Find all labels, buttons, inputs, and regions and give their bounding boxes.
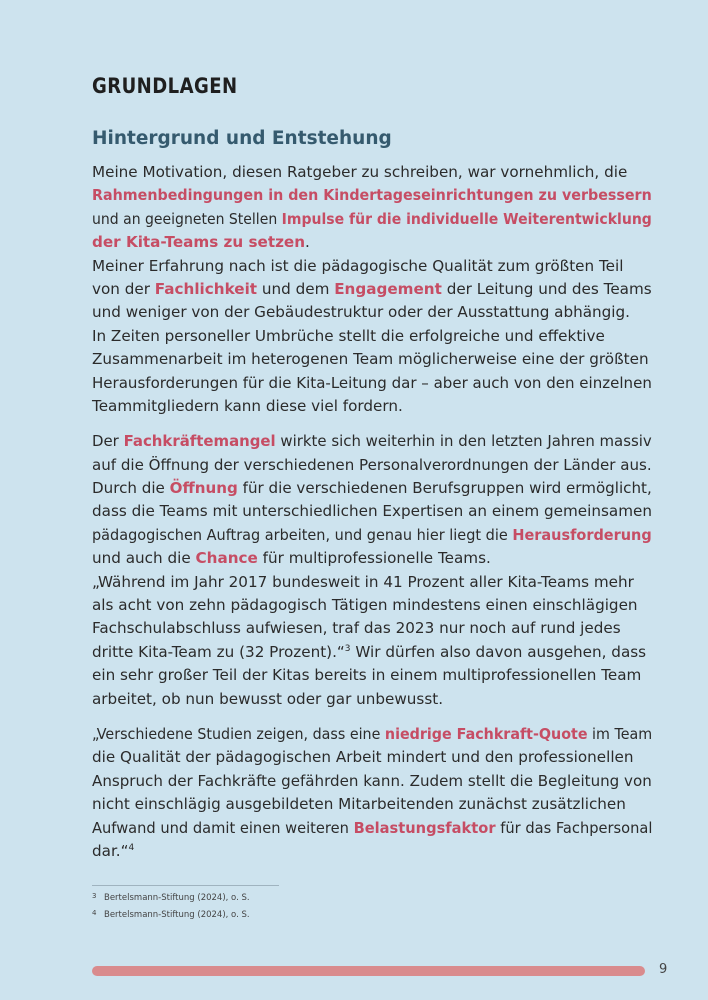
text-segment: und weniger von der Gebäudestruktur oder der Ausstattung abhängig. [92, 303, 630, 322]
text-line [92, 723, 653, 746]
text-segment: „Verschiedene Studien zeigen, dass eine [92, 724, 385, 743]
footnote [92, 889, 250, 906]
text-line [92, 793, 652, 816]
paragraph [92, 430, 652, 711]
text-line [92, 617, 652, 640]
highlighted-text: Belastungsfaktor [353, 818, 496, 837]
text-line [92, 770, 652, 793]
text-segment: von der [92, 279, 155, 298]
text-segment: ein sehr großer Teil der Kitas bereits in einem multiprofessionellen Team [92, 666, 642, 685]
footnote-text: Bertelsmann-Stiftung (2024), o. S. [104, 910, 250, 920]
footnote-number: 4 [92, 909, 97, 917]
footnotes [92, 889, 250, 923]
text-line [92, 688, 652, 711]
text-segment: für multiprofessionelle Teams. [257, 549, 491, 568]
text-segment: für das Fachpersonal [495, 818, 653, 837]
paragraph [92, 723, 652, 863]
text-line [92, 372, 652, 395]
section-kicker: GRUNDLAGEN [92, 74, 238, 98]
footnote-reference: 4 [128, 842, 135, 853]
text-segment: pädagogischen Auftrag arbeiten, und genau hier liegt die [92, 525, 513, 544]
text-segment: Meiner Erfahrung nach ist die pädagogische Qualität zum größten Teil [92, 256, 624, 275]
text-line [92, 594, 652, 617]
paragraph [92, 161, 652, 418]
highlighted-text: Öffnung [169, 479, 238, 498]
highlighted-text: Herausforderung [512, 525, 652, 544]
text-segment: im Team [587, 724, 653, 743]
paragraph-gap [92, 711, 652, 723]
highlighted-text: der Kita-Teams zu setzen [92, 233, 306, 252]
text-segment: „Während im Jahr 2017 bundesweit in 41 Prozent aller Kita-Teams mehr [92, 572, 634, 591]
text-line [92, 664, 652, 687]
footnote-number: 3 [92, 892, 97, 900]
text-segment: In Zeiten personeller Umbrüche stellt die erfolgreiche und effektive [92, 326, 605, 345]
section-title: Hintergrund und Entstehung [92, 128, 392, 149]
text-segment: dass die Teams mit unterschiedlichen Expertisen an einem gemeinsamen [92, 502, 652, 521]
highlighted-text: Rahmenbedingungen in den Kindertageseinrichtungen zu verbessern [92, 186, 652, 205]
footnote [92, 906, 250, 923]
highlighted-text: Fachkräftemangel [123, 432, 276, 451]
text-segment: der Leitung und des Teams [441, 279, 652, 298]
text-segment: Herausforderungen für die Kita-Leitung dar – aber auch von den einzelnen [92, 373, 652, 392]
text-segment: für die verschiedenen Berufsgruppen wird ermöglicht, [237, 479, 652, 498]
text-segment: als acht von zehn pädagogisch Tätigen mindestens einen einschlägigen [92, 596, 638, 615]
text-segment: Durch die [92, 479, 170, 498]
footnote-reference: 3 [344, 643, 351, 654]
footnote-text: Bertelsmann-Stiftung (2024), o. S. [104, 893, 250, 903]
text-line [92, 395, 652, 418]
text-line [92, 278, 652, 301]
text-segment: auf die Öffnung der verschiedenen Personalverordnungen der Länder aus. [92, 455, 652, 474]
text-line [92, 184, 652, 207]
text-line [92, 524, 652, 547]
text-segment: nicht einschlägig ausgebildeten Mitarbeitenden zunächst zusätzlichen [92, 795, 626, 814]
text-line [92, 547, 652, 570]
text-segment: Anspruch der Fachkräfte gefährden kann. Zudem stellt die Begleitung von [92, 771, 652, 790]
text-line [92, 208, 652, 231]
text-segment: Wir dürfen also davon ausgehen, dass [350, 642, 647, 661]
text-line [92, 255, 652, 278]
text-line [92, 348, 652, 371]
text-segment: Zusammenarbeit im heterogenen Team möglicherweise eine der größten [92, 350, 649, 369]
text-segment: dar.“ [92, 841, 129, 860]
page-number: 9 [659, 962, 668, 977]
text-segment: Aufwand und damit einen weiteren [92, 818, 354, 837]
text-segment: arbeitet, ob nun bewusst oder gar unbewusst. [92, 689, 444, 708]
text-line [92, 746, 652, 769]
text-segment: Teammitgliedern kann diese viel fordern. [92, 396, 403, 415]
text-segment: Fachschulabschluss aufwiesen, traf das 2023 nur noch auf rund jedes [92, 619, 621, 638]
footnote-divider [92, 885, 279, 886]
text-line [92, 817, 653, 840]
text-segment: und an geeigneten Stellen [92, 209, 282, 228]
footer-bar [92, 966, 645, 976]
text-line [92, 477, 652, 500]
text-line [92, 301, 652, 324]
highlighted-text: Chance [195, 549, 258, 568]
text-segment: die Qualität der pädagogischen Arbeit mindert und den professionellen [92, 748, 634, 767]
text-line [92, 454, 652, 477]
text-segment: Meine Motivation, diesen Ratgeber zu schreiben, war vornehmlich, die [92, 163, 628, 181]
text-segment: dritte Kita-Team zu (32 Prozent).“ [92, 642, 345, 661]
text-segment: und auch die [92, 549, 196, 568]
highlighted-text: Impulse für die individuelle Weiterentwicklung [281, 209, 652, 228]
text-line [92, 161, 652, 184]
body-text [92, 161, 652, 863]
highlighted-text: Engagement [334, 279, 442, 298]
highlighted-text: niedrige Fachkraft-Quote [384, 724, 588, 743]
highlighted-text: Fachlichkeit [154, 279, 258, 298]
text-segment: Der [92, 432, 124, 451]
text-segment: und dem [257, 279, 335, 298]
text-line [92, 641, 652, 664]
text-segment: wirkte sich weiterhin in den letzten Jahren massiv [275, 432, 652, 451]
paragraph-gap [92, 418, 652, 430]
text-line [92, 571, 652, 594]
text-segment: . [305, 233, 310, 252]
text-line [92, 325, 652, 348]
text-line [92, 500, 652, 523]
text-line [92, 231, 652, 254]
text-line [92, 430, 652, 453]
text-line [92, 840, 652, 863]
